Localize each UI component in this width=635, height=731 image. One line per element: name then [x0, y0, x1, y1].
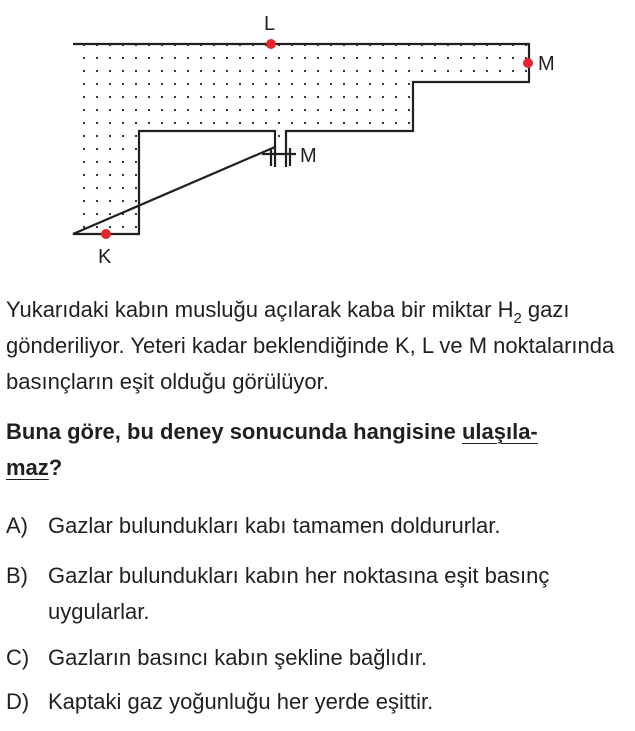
option-d-letter: D) — [6, 689, 30, 714]
option-c-letter: C) — [6, 645, 30, 670]
question-underlined-2: maz — [6, 455, 49, 480]
option-b-letter: B) — [6, 563, 28, 588]
option-b-text: Gazlar bulundukları kabın her noktasına eşit basınç uygularlar. — [48, 563, 550, 624]
option-d-text: Kaptaki gaz yoğunluğu her yerde eşittir. — [48, 689, 434, 714]
point-L — [266, 39, 276, 49]
label-K: K — [98, 246, 112, 268]
point-K — [101, 229, 111, 239]
intro-paragraph — [6, 292, 630, 400]
option-a-letter: A) — [6, 513, 28, 538]
question-underlined-1: ulaşıla- — [461, 419, 538, 444]
intro-text-1: Yukarıdaki kabın musluğu açılarak kaba bir miktar H — [6, 297, 514, 322]
container-diagram — [0, 0, 635, 280]
label-L: L — [264, 13, 276, 35]
label-M-right: M — [538, 53, 555, 75]
question-stem — [6, 414, 630, 486]
option-c-text: Gazların basıncı kabın şekline bağlıdır. — [48, 645, 428, 670]
question-text: Buna göre, bu deney sonucunda hangisine — [6, 419, 462, 444]
label-M-valve: M — [300, 145, 317, 167]
h2-subscript: 2 — [513, 310, 522, 327]
intro-text-2: gazı gönderiliyor. Yeteri kadar beklendiğinde K, L ve M noktalarında basınçların eşit olduğu görülüyor. — [6, 297, 615, 394]
option-a-text: Gazlar bulundukları kabı tamamen doldururlar. — [48, 513, 501, 538]
question-mark: ? — [48, 455, 63, 480]
point-M — [523, 58, 533, 68]
